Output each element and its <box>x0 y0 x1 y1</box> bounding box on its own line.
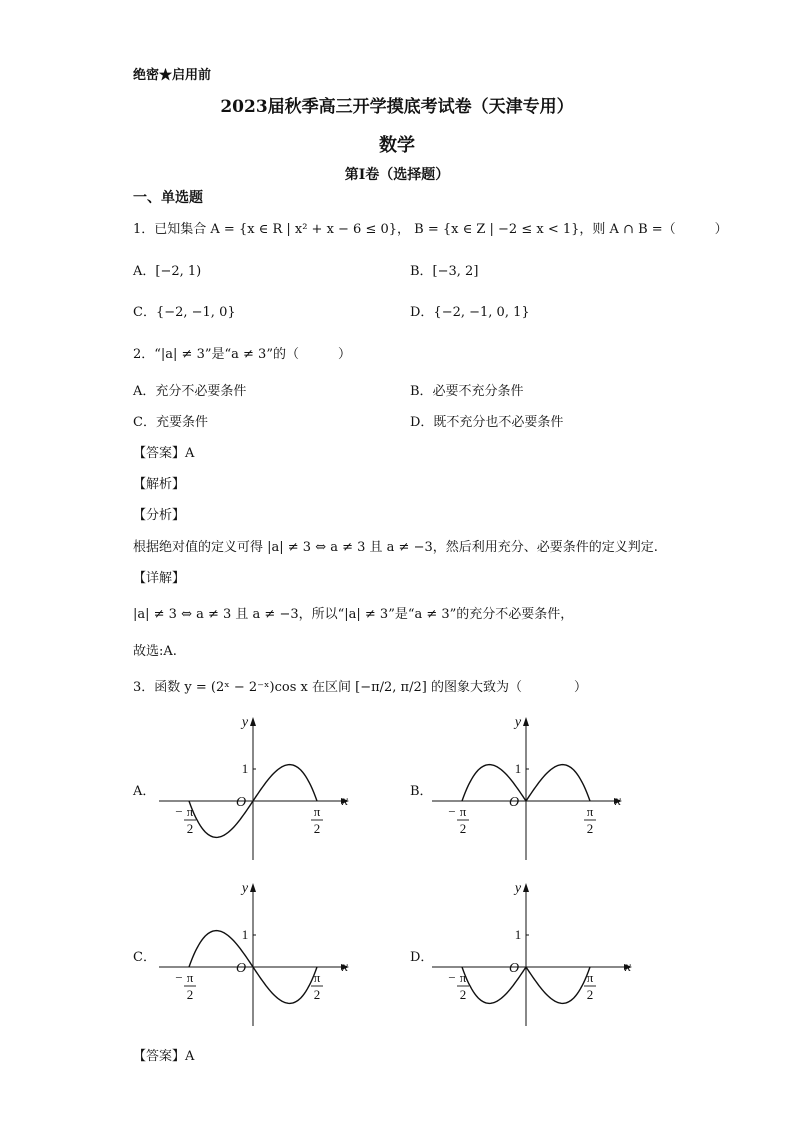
q3-stem: 3．函数 y = (2ˣ − 2⁻ˣ)cos x 在区间 [−π/2, π/2] 的图象大致为（ ） <box>133 680 587 695</box>
tick-label-one: 1 <box>241 927 249 942</box>
q2-fenxi-text: 根据绝对值的定义可得 |a| ≠ 3 ⇔ a ≠ 3 且 a ≠ −3，然后利用充分、必要条件的定义判定. <box>133 540 658 555</box>
tick-label-neg-pi: π <box>459 804 467 819</box>
q3-graph-b <box>428 712 628 864</box>
y-axis-arrow <box>523 883 529 892</box>
section-title: 一、单选题 <box>133 190 203 206</box>
y-axis-arrow <box>250 717 256 726</box>
q2-fenxi-label: 【分析】 <box>133 508 186 523</box>
tick-label-neg-pi: π <box>459 970 467 985</box>
tick-label-neg-pi: π <box>186 804 194 819</box>
origin-label: O <box>235 961 247 976</box>
x-axis-label: x <box>341 960 349 975</box>
q2-option-b: B．必要不充分条件 <box>410 384 524 399</box>
q3-option-a-letter: A． <box>133 784 156 799</box>
origin-label: O <box>508 961 520 976</box>
tick-label-one: 1 <box>514 761 522 776</box>
tick-label-one: 1 <box>241 761 249 776</box>
q2-answer: 【答案】A <box>133 446 195 461</box>
tick-label-pos-pi: π <box>586 804 594 819</box>
q2-choose: 故选:A. <box>133 644 177 659</box>
tick-label-neg-minus: − <box>448 804 456 819</box>
part-title: 第I卷（选择题） <box>344 167 450 183</box>
q3-graph-a <box>155 712 355 864</box>
q3-option-b-letter: B． <box>410 784 433 799</box>
q2-stem: 2．“|a| ≠ 3”是“a ≠ 3”的（ ） <box>133 347 351 362</box>
y-axis-label: y <box>241 715 249 730</box>
tick-label-neg-two: 2 <box>459 987 467 1002</box>
q3-graph-d <box>428 878 638 1030</box>
q2-option-c: C．充要条件 <box>133 415 208 430</box>
y-axis-label: y <box>514 715 522 730</box>
tick-label-pos-two: 2 <box>313 821 321 836</box>
q1-option-c: C．{−2, −1, 0} <box>133 305 236 320</box>
tick-label-neg-minus: − <box>175 970 183 985</box>
q2-option-d: D．既不充分也不必要条件 <box>410 415 564 430</box>
q1-option-d: D．{−2, −1, 0, 1} <box>410 305 530 320</box>
secret-label: 绝密★启用前 <box>133 68 212 83</box>
origin-label: O <box>508 795 520 810</box>
x-axis-label: x <box>624 960 632 975</box>
q1-option-b: B．[−3, 2] <box>410 264 479 279</box>
q3-option-c-letter: C． <box>133 950 156 965</box>
tick-label-neg-two: 2 <box>186 987 194 1002</box>
tick-label-pos-two: 2 <box>586 821 594 836</box>
tick-label-neg-minus: − <box>175 804 183 819</box>
q2-analysis-label: 【解析】 <box>133 477 186 492</box>
x-axis-label: x <box>614 794 622 809</box>
x-axis-label: x <box>341 794 349 809</box>
y-axis-label: y <box>514 881 522 896</box>
tick-label-pos-pi: π <box>313 804 321 819</box>
tick-label-one: 1 <box>514 927 522 942</box>
y-axis-arrow <box>523 717 529 726</box>
q2-option-a: A．充分不必要条件 <box>133 384 247 399</box>
y-axis-label: y <box>241 881 249 896</box>
origin-label: O <box>235 795 247 810</box>
q1-option-a: A．[−2, 1) <box>133 264 202 279</box>
q3-answer: 【答案】A <box>133 1049 195 1064</box>
tick-label-neg-two: 2 <box>459 821 467 836</box>
tick-label-neg-pi: π <box>186 970 194 985</box>
q3-option-d-letter: D． <box>410 950 434 965</box>
tick-label-neg-minus: − <box>448 970 456 985</box>
q3-graph-c <box>155 878 355 1030</box>
subject-title: 数学 <box>379 135 415 156</box>
tick-label-pos-pi: π <box>586 970 594 985</box>
tick-label-neg-two: 2 <box>186 821 194 836</box>
q2-detail-text: |a| ≠ 3 ⇔ a ≠ 3 且 a ≠ −3，所以“|a| ≠ 3”是“a ≠ 3”的充分不必要条件， <box>133 607 574 622</box>
q1-stem: 1．已知集合 A = {x ∈ R | x² + x − 6 ≤ 0}， B = {x ∈ Z | −2 ≤ x < 1}，则 A ∩ B =（ ） <box>133 222 728 237</box>
tick-label-pos-two: 2 <box>313 987 321 1002</box>
y-axis-arrow <box>250 883 256 892</box>
exam-title: 2023届秋季高三开学摸底考试卷（天津专用） <box>220 97 574 117</box>
tick-label-pos-pi: π <box>313 970 321 985</box>
q2-detail-label: 【详解】 <box>133 571 186 586</box>
tick-label-pos-two: 2 <box>586 987 594 1002</box>
